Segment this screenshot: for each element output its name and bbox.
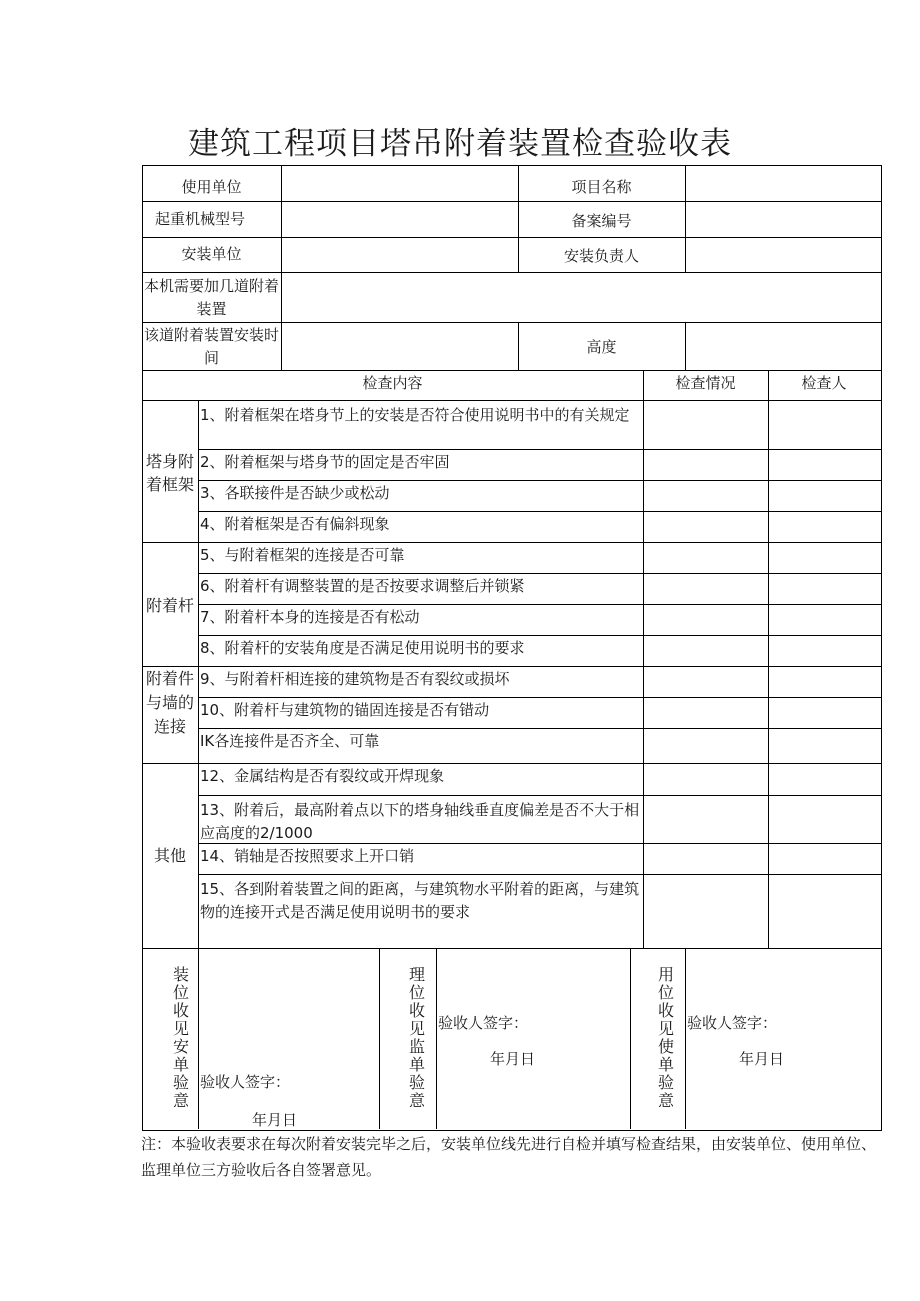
supervisor-sign-label: 验收人签字： [438, 1014, 529, 1032]
label-height: 高度 [586, 338, 617, 356]
check-item: 7、附着杆本身的连接是否有松动 [200, 608, 420, 626]
group-divider [142, 763, 881, 764]
row-divider [142, 237, 881, 238]
check-item: 13、附着后，最高附着点以下的塔身轴线垂直度偏差是否不大于相应高度的2/1000 [200, 801, 640, 842]
row-divider [142, 400, 881, 401]
item-divider [198, 697, 881, 698]
label-project-name: 项目名称 [571, 178, 632, 196]
check-item: 3、各联接件是否缺少或松动 [200, 484, 390, 502]
group-label-frame: 塔身附着框架 [145, 452, 194, 494]
install-unit-opinion-label: 装位收见安单验意 [172, 965, 189, 1110]
item-divider [198, 874, 881, 875]
label-install-time: 该道附着装置安装时间 [143, 326, 279, 367]
install-date-label: 年月日 [252, 1111, 298, 1129]
group-label-other: 其他 [153, 846, 186, 865]
label-install-leader: 安装负责人 [563, 247, 639, 265]
label-crane-model: 起重机械型号 [154, 210, 245, 228]
label-record-no: 备案编号 [571, 212, 632, 230]
col-divider [685, 165, 686, 273]
group-divider [142, 542, 881, 543]
row-divider [142, 272, 881, 273]
check-item: 5、与附着框架的连接是否可靠 [200, 546, 405, 564]
col-divider [198, 948, 199, 1129]
col-divider [685, 948, 686, 1129]
check-item: 14、销轴是否按照要求上开口销 [200, 847, 415, 865]
check-item: IK各连接件是否齐全、可靠 [200, 732, 380, 750]
user-date-label: 年月日 [739, 1050, 785, 1068]
check-item: 4、附着框架是否有偏斜现象 [200, 515, 390, 533]
footnote: 注：本验收表要求在每次附着安装完毕之后，安装单位线先进行自检并填写检查结果，由安装单位、使用单位、监理单位三方验收后各自签署意见。 [141, 1135, 877, 1179]
label-attach-count: 本机需要加几道附着装置 [143, 277, 279, 318]
header-inspector: 检查人 [801, 374, 847, 392]
check-item: 12、金属结构是否有裂纹或开焊现象 [200, 767, 445, 785]
item-divider [198, 449, 881, 450]
col-divider [643, 370, 644, 948]
supervisor-opinion-label: 理位收见监单验意 [408, 965, 425, 1110]
check-item: 15、各到附着装置之间的距离，与建筑物水平附着的距离，与建筑物的连接开式是否满足使用说明书的要求 [200, 880, 640, 921]
item-divider [198, 573, 881, 574]
group-divider [142, 666, 881, 667]
col-divider [281, 165, 282, 371]
item-divider [198, 480, 881, 481]
check-item: 8、附着杆的安装角度是否满足使用说明书的要求 [200, 639, 525, 657]
col-divider [198, 400, 199, 948]
check-item: 10、附着杆与建筑物的锚固连接是否有错动 [200, 701, 490, 719]
check-item: 9、与附着杆相连接的建筑物是否有裂纹或损坏 [200, 670, 510, 688]
item-divider [198, 795, 881, 796]
col-divider [379, 948, 380, 1129]
check-item: 6、附着杆有调整装置的是否按要求调整后并锁紧 [200, 577, 525, 595]
group-label-wall: 附着件与墙的连接 [145, 669, 194, 736]
item-divider [198, 511, 881, 512]
user-unit-opinion-label: 用位收见使单验意 [657, 965, 674, 1110]
col-divider [630, 948, 631, 1129]
group-label-rod: 附着杆 [145, 596, 194, 615]
supervisor-date-label: 年月日 [490, 1050, 536, 1068]
row-divider [142, 322, 881, 323]
check-item: 2、附着框架与塔身节的固定是否牢固 [200, 453, 450, 471]
label-use-unit: 使用单位 [181, 178, 242, 196]
item-divider [198, 635, 881, 636]
label-install-unit: 安装单位 [181, 245, 242, 263]
row-divider [142, 370, 881, 371]
group-divider [142, 948, 881, 949]
col-divider [436, 948, 437, 1129]
header-content: 检查内容 [362, 374, 423, 392]
item-divider [198, 604, 881, 605]
user-sign-label: 验收人签字： [687, 1014, 778, 1032]
page-title: 建筑工程项目塔吊附着装置检查验收表 [188, 126, 732, 162]
col-divider [685, 322, 686, 371]
item-divider [198, 728, 881, 729]
row-divider [142, 201, 881, 202]
check-item: 1、附着框架在塔身节上的安装是否符合使用说明书中的有关规定 [200, 406, 630, 424]
col-divider [768, 370, 769, 948]
install-sign-label: 验收人签字： [200, 1073, 291, 1091]
header-status: 检查情况 [675, 374, 736, 392]
